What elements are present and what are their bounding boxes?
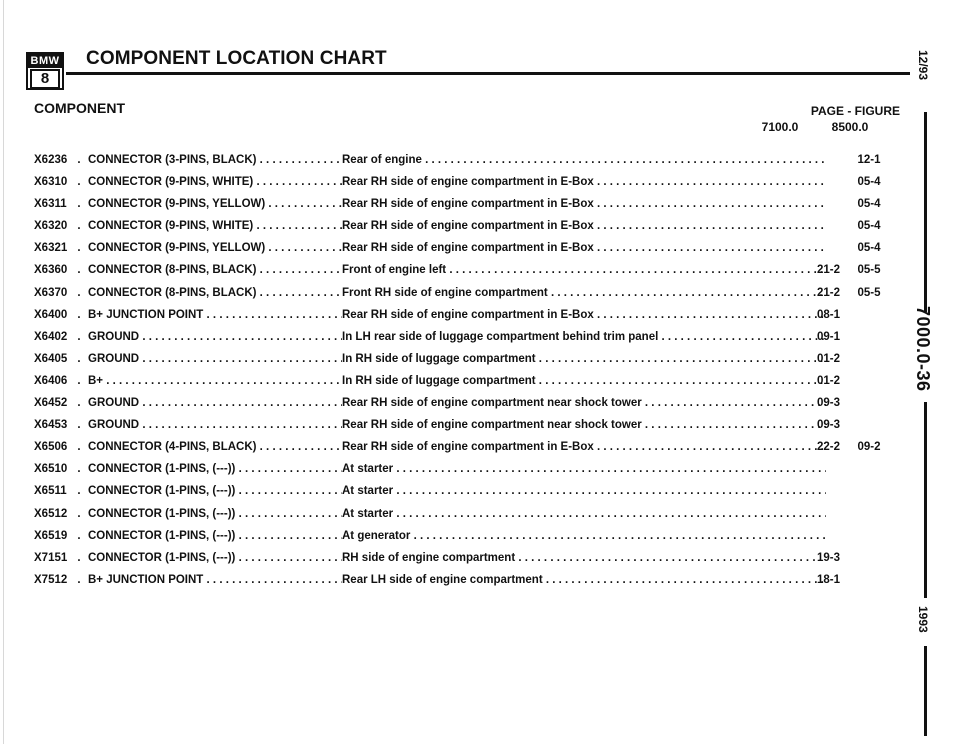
component-name: CONNECTOR (9-PINS, YELLOW) . . . bbox=[88, 237, 342, 259]
component-location: In RH side of luggage compartment . . . bbox=[342, 370, 826, 392]
bmw-8-logo bbox=[26, 52, 64, 90]
component-location: Rear RH side of engine compartment in E-Box . . . bbox=[342, 193, 826, 215]
row-separator: . bbox=[77, 352, 81, 365]
page-ref-7100: 19-3 bbox=[816, 551, 840, 564]
component-code: X7512 bbox=[34, 573, 68, 586]
table-row bbox=[34, 480, 914, 502]
table-row bbox=[34, 436, 914, 458]
component-code: X6512 bbox=[34, 507, 68, 520]
component-code: X6310 bbox=[34, 176, 68, 189]
component-name: CONNECTOR (1-PINS, (---)) . . . bbox=[88, 458, 342, 480]
row-separator: . bbox=[77, 441, 81, 454]
page-ref-7100: 08-1 bbox=[816, 308, 840, 321]
component-location: Rear LH side of engine compartment . . . bbox=[342, 569, 826, 591]
component-location: At starter . . . bbox=[342, 458, 826, 480]
component-name: GROUND . . . bbox=[88, 326, 342, 348]
component-code: X6452 bbox=[34, 397, 68, 410]
component-code: X6236 bbox=[34, 154, 68, 166]
row-separator: . bbox=[77, 308, 81, 321]
page-ref-8500: 05-4 bbox=[857, 220, 881, 233]
table-row bbox=[34, 171, 914, 193]
component-code: X6511 bbox=[34, 485, 67, 498]
table-row bbox=[34, 149, 914, 171]
page-ref-7100: 09-3 bbox=[816, 419, 840, 432]
component-code: X6400 bbox=[34, 308, 68, 321]
table-row bbox=[34, 326, 914, 348]
table-row bbox=[34, 414, 914, 436]
component-name: CONNECTOR (1-PINS, (---)) . . . bbox=[88, 503, 342, 525]
component-code: X6506 bbox=[34, 441, 68, 454]
component-code: X6402 bbox=[34, 330, 68, 343]
component-location: Front of engine left . . . bbox=[342, 259, 826, 281]
table-row bbox=[34, 503, 914, 525]
table-row bbox=[34, 348, 914, 370]
component-location: Rear RH side of engine compartment in E-Box . . . bbox=[342, 436, 826, 458]
component-code: X6453 bbox=[34, 419, 68, 432]
component-location: Rear RH side of engine compartment in E-Box . . . bbox=[342, 304, 826, 326]
page-ref-8500: 05-4 bbox=[857, 242, 881, 255]
page-ref-7100: 22-2 bbox=[816, 441, 840, 454]
component-location: Rear of engine . . . bbox=[342, 149, 826, 171]
margin-rule-lower bbox=[924, 646, 927, 736]
row-separator: . bbox=[77, 573, 81, 586]
table-row bbox=[34, 525, 914, 547]
component-name: CONNECTOR (3-PINS, BLACK) . . . bbox=[88, 149, 342, 171]
row-separator: . bbox=[77, 286, 81, 299]
page-ref-7100: 21-2 bbox=[816, 286, 840, 299]
component-location: Rear RH side of engine compartment in E-Box . . . bbox=[342, 171, 826, 193]
component-location: At starter . . . bbox=[342, 480, 826, 502]
row-separator: . bbox=[77, 374, 81, 387]
component-code: X6406 bbox=[34, 374, 68, 387]
margin-rule-upper bbox=[924, 112, 927, 312]
table-row bbox=[34, 569, 914, 591]
component-name: CONNECTOR (8-PINS, BLACK) . . . bbox=[88, 282, 342, 304]
component-name: CONNECTOR (8-PINS, BLACK) . . . bbox=[88, 259, 342, 281]
row-separator: . bbox=[77, 485, 81, 498]
table-row bbox=[34, 547, 914, 569]
table-row bbox=[34, 282, 914, 304]
logo-brand-text: BMW bbox=[28, 54, 62, 68]
component-name: CONNECTOR (4-PINS, BLACK) . . . bbox=[88, 436, 342, 458]
component-name: CONNECTOR (9-PINS, WHITE) . . . bbox=[88, 171, 342, 193]
component-code: X7151 bbox=[34, 551, 68, 564]
component-code: X6320 bbox=[34, 220, 68, 233]
component-name: CONNECTOR (9-PINS, WHITE) . . . bbox=[88, 215, 342, 237]
component-location: RH side of engine compartment . . . bbox=[342, 547, 826, 569]
page-ref-8500: 12-1 bbox=[857, 154, 881, 166]
component-name: GROUND . . . bbox=[88, 348, 342, 370]
component-name: CONNECTOR (1-PINS, (---)) . . . bbox=[88, 547, 342, 569]
component-name: CONNECTOR (1-PINS, (---)) . . . bbox=[88, 480, 342, 502]
page-ref-8500: 09-2 bbox=[857, 441, 881, 454]
page-title: COMPONENT LOCATION CHART bbox=[86, 48, 387, 69]
page-column-headings bbox=[745, 120, 905, 134]
component-name: CONNECTOR (9-PINS, YELLOW) . . . bbox=[88, 193, 342, 215]
component-code: X6370 bbox=[34, 286, 68, 299]
page-ref-7100: 09-1 bbox=[816, 330, 840, 343]
page-ref-7100: 21-2 bbox=[816, 264, 840, 277]
page-ref-8500: 05-4 bbox=[857, 198, 881, 211]
row-separator: . bbox=[77, 463, 81, 476]
page-ref-8500: 05-5 bbox=[857, 264, 881, 277]
component-code: X6510 bbox=[34, 463, 68, 476]
scan-edge-line bbox=[3, 0, 4, 744]
row-separator: . bbox=[77, 507, 81, 520]
page-ref-7100: 09-3 bbox=[816, 397, 840, 410]
table-row bbox=[34, 193, 914, 215]
component-location: Rear RH side of engine compartment in E-Box . . . bbox=[342, 237, 826, 259]
component-location: Front RH side of engine compartment . . . bbox=[342, 282, 826, 304]
page-column-8500: 8500.0 bbox=[831, 120, 869, 134]
component-name: B+ JUNCTION POINT . . . bbox=[88, 569, 342, 591]
margin-rule-middle bbox=[924, 402, 927, 598]
row-separator: . bbox=[77, 242, 81, 255]
table-row bbox=[34, 392, 914, 414]
row-separator: . bbox=[77, 330, 81, 343]
component-code: X6360 bbox=[34, 264, 68, 277]
component-location: Rear RH side of engine compartment near shock tower . . . bbox=[342, 392, 826, 414]
component-location: At starter . . . bbox=[342, 503, 826, 525]
page-ref-7100: 01-2 bbox=[816, 374, 840, 387]
page-ref-8500: 05-4 bbox=[857, 176, 881, 189]
component-name: B+ JUNCTION POINT . . . bbox=[88, 304, 342, 326]
table-row bbox=[34, 259, 914, 281]
table-row bbox=[34, 370, 914, 392]
row-separator: . bbox=[77, 198, 81, 211]
table-row bbox=[34, 237, 914, 259]
page-ref-7100: 18-1 bbox=[816, 573, 840, 586]
component-location: At generator . . . bbox=[342, 525, 826, 547]
row-separator: . bbox=[77, 154, 81, 166]
margin-year: 1993 bbox=[916, 606, 930, 633]
margin-page-code: 7000.0-36 bbox=[913, 306, 933, 392]
table-row bbox=[34, 215, 914, 237]
row-separator: . bbox=[77, 264, 81, 277]
component-location: In RH side of luggage compartment . . . bbox=[342, 348, 826, 370]
title-rule bbox=[66, 72, 910, 75]
component-name: GROUND . . . bbox=[88, 414, 342, 436]
component-location: Rear RH side of engine compartment near shock tower . . . bbox=[342, 414, 826, 436]
component-name: CONNECTOR (1-PINS, (---)) . . . bbox=[88, 525, 342, 547]
page-column-7100: 7100.0 bbox=[761, 120, 799, 134]
logo-model-text: 8 bbox=[30, 69, 60, 89]
component-table bbox=[34, 149, 914, 591]
component-code: X6311 bbox=[34, 198, 67, 211]
row-separator: . bbox=[77, 176, 81, 189]
page-figure-heading: PAGE - FIGURE bbox=[810, 104, 900, 118]
component-location: In LH rear side of luggage compartment behind trim panel . . . bbox=[342, 326, 826, 348]
row-separator: . bbox=[77, 419, 81, 432]
page-ref-8500: 05-5 bbox=[857, 286, 881, 299]
row-separator: . bbox=[77, 220, 81, 233]
component-code: X6519 bbox=[34, 529, 68, 542]
component-code: X6321 bbox=[34, 242, 68, 255]
component-column-heading: COMPONENT bbox=[34, 100, 125, 116]
row-separator: . bbox=[77, 551, 81, 564]
margin-date: 12/93 bbox=[916, 50, 930, 81]
page-ref-7100: 01-2 bbox=[816, 352, 840, 365]
row-separator: . bbox=[77, 529, 81, 542]
component-name: GROUND . . . bbox=[88, 392, 342, 414]
row-separator: . bbox=[77, 397, 81, 410]
table-row bbox=[34, 304, 914, 326]
component-name: B+ . . . bbox=[88, 370, 342, 392]
component-code: X6405 bbox=[34, 352, 68, 365]
table-row bbox=[34, 458, 914, 480]
component-location: Rear RH side of engine compartment in E-Box . . . bbox=[342, 215, 826, 237]
